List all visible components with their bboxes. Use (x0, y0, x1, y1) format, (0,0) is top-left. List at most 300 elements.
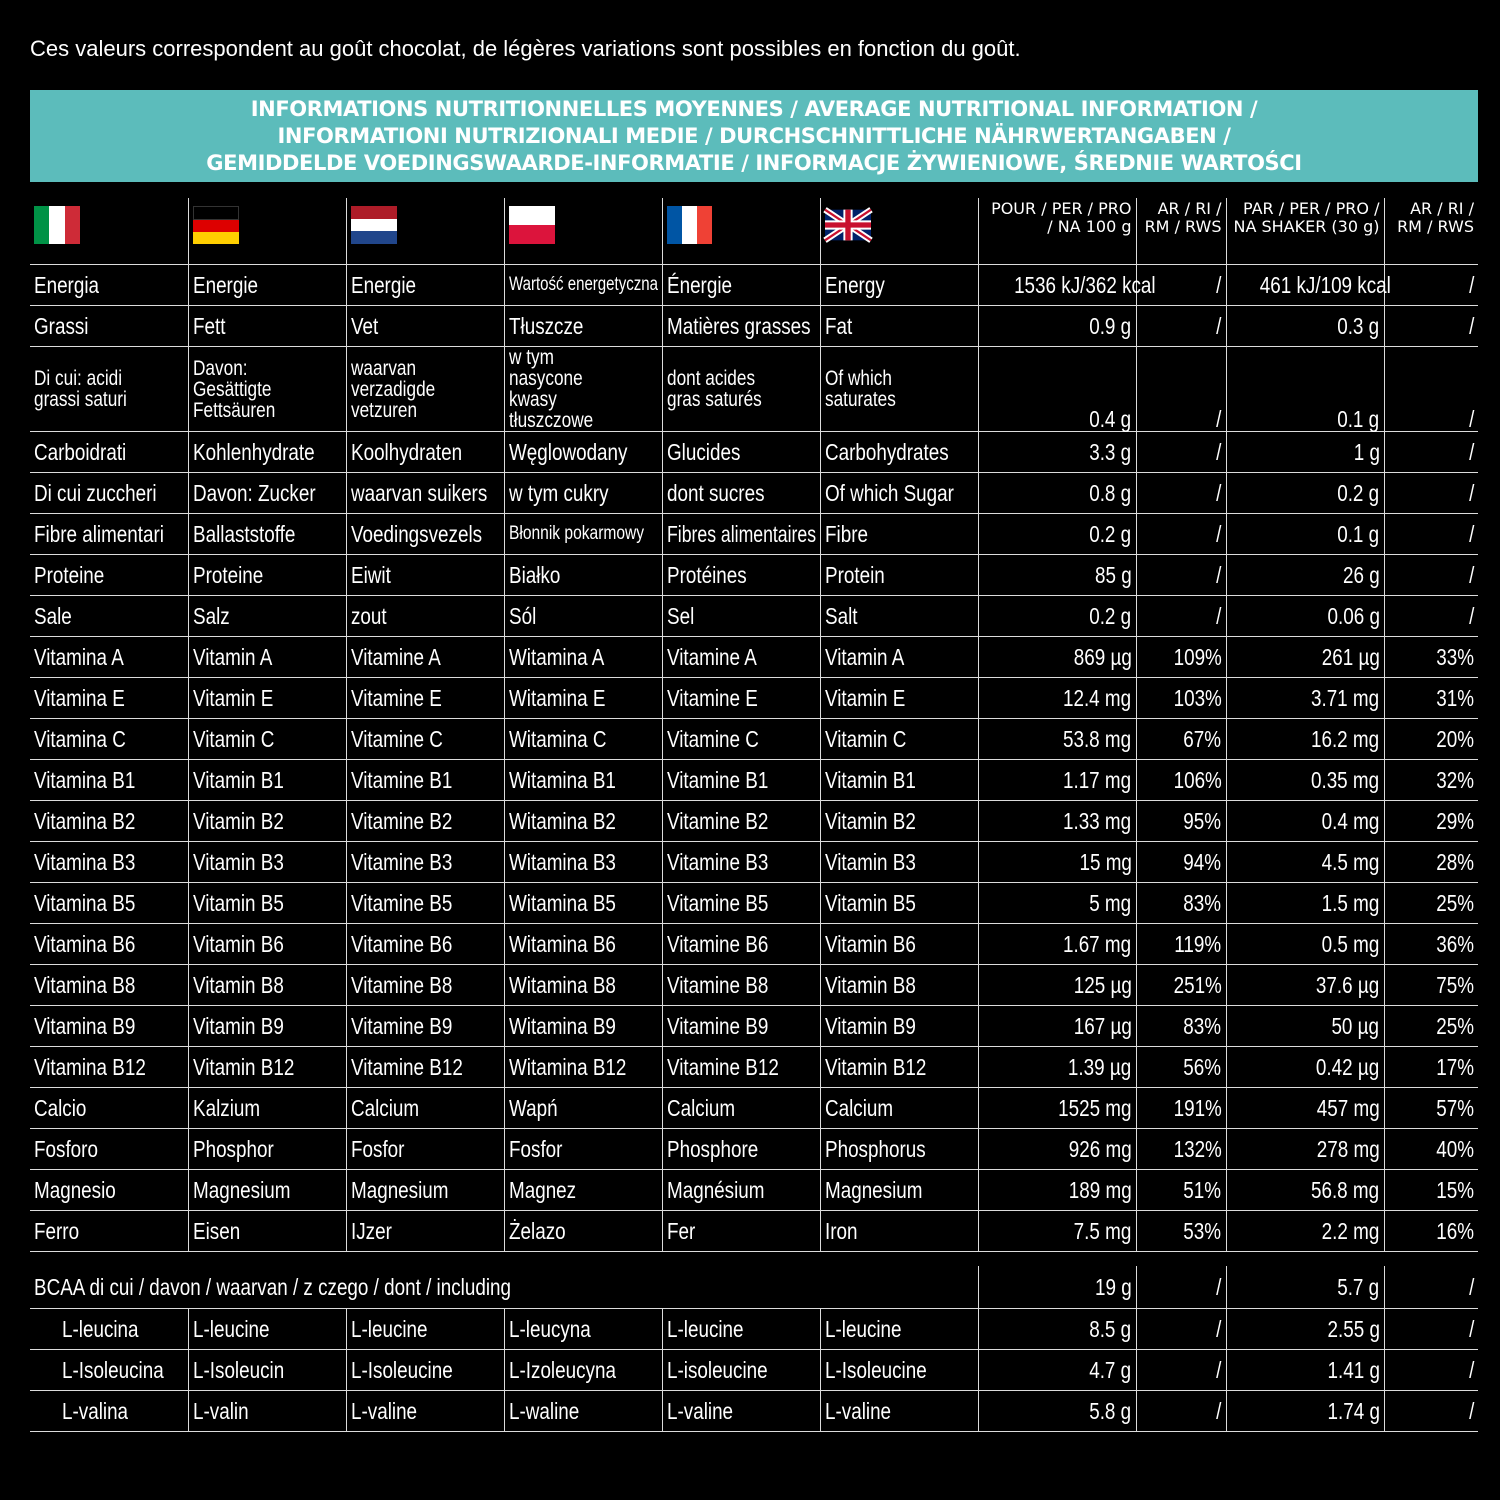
nutrient-row (30, 1211, 1478, 1252)
value-per-100g-text: 15 mg (1079, 849, 1132, 875)
nutrient-name-fr (662, 514, 820, 555)
nutrient-name-pl (504, 596, 662, 637)
ri-per-shaker (1384, 1309, 1478, 1350)
ri-per-100g (1136, 924, 1226, 965)
nutrient-name-nl (346, 555, 504, 596)
ri-per-shaker (1384, 1088, 1478, 1129)
nutrient-name-it-text: Vitamina B12 (34, 1054, 146, 1080)
value-per-shaker (1226, 432, 1384, 473)
nutrient-row (30, 760, 1478, 801)
ri-per-100g (1136, 555, 1226, 596)
nutrient-name-fr (662, 1309, 820, 1350)
nutrient-name-fr-text: Magnésium (666, 1177, 764, 1203)
value-per-100g (978, 306, 1136, 347)
nutrient-name-fr-text: Protéines (666, 562, 747, 588)
ri-per-100g-text: / (1216, 480, 1222, 506)
ri-per-shaker-text: / (1468, 521, 1474, 547)
ri-per-shaker (1384, 760, 1478, 801)
nutrient-name-pl-text: Witamina B5 (508, 890, 616, 916)
value-per-100g (978, 1170, 1136, 1211)
nutrient-name-it-text: Calcio (34, 1095, 87, 1121)
poland-flag-icon (504, 198, 662, 265)
nutrient-name-en (820, 306, 978, 347)
ri-per-100g-text: 95% (1183, 808, 1222, 834)
nutrient-name-nl (346, 801, 504, 842)
nutrient-row (30, 883, 1478, 924)
value-per-shaker-text: 0.3 g (1337, 313, 1380, 339)
value-per-100g (978, 842, 1136, 883)
ri-per-shaker (1384, 1211, 1478, 1252)
nutrient-name-nl (346, 1309, 504, 1350)
ri-per-100g (1136, 1266, 1226, 1309)
ri-per-shaker (1384, 555, 1478, 596)
value-per-shaker-text: 0.4 mg (1321, 808, 1380, 834)
nutrient-name-de-text: Phosphor (192, 1136, 274, 1162)
value-per-100g (978, 1266, 1136, 1309)
value-per-shaker (1226, 1309, 1384, 1350)
nutrient-name-en-text: Vitamin B5 (824, 890, 916, 916)
nutrient-name-pl-text: w tym cukry (508, 480, 609, 506)
nutrient-name-fr (662, 432, 820, 473)
ri-per-100g (1136, 1088, 1226, 1129)
ri-per-100g (1136, 1211, 1226, 1252)
nutrient-name-it (30, 1006, 188, 1047)
nutrient-name-fr (662, 306, 820, 347)
nutrient-name-en-text: Fat (824, 313, 852, 339)
nutrient-name-it (30, 719, 188, 760)
nutrient-name-de-text: Davon: Gesättigte Fettsäuren (192, 356, 275, 422)
nutrient-name-it-text: L-valina (62, 1398, 129, 1424)
nutrient-row (30, 555, 1478, 596)
nutrient-name-nl (346, 842, 504, 883)
nutrient-row (30, 801, 1478, 842)
ri-per-shaker (1384, 473, 1478, 514)
value-per-shaker (1226, 1266, 1384, 1309)
header-ri-100g: AR / RI / RM / RWS (1136, 198, 1226, 265)
nutrient-name-it (30, 842, 188, 883)
nutrient-name-pl (504, 514, 662, 555)
nutrient-name-pl (504, 473, 662, 514)
value-per-100g (978, 1309, 1136, 1350)
value-per-shaker-text: 457 mg (1316, 1095, 1380, 1121)
nutrient-name-nl-text: Magnesium (350, 1177, 448, 1203)
ri-per-100g-text: 106% (1173, 767, 1222, 793)
nutrient-name-nl-text: Fosfor (350, 1136, 404, 1162)
nutrient-name-en (820, 1170, 978, 1211)
value-per-100g-text: 0.9 g (1089, 313, 1132, 339)
nutrient-name-pl (504, 265, 662, 306)
nutrient-name-it-text: Vitamina B6 (34, 931, 136, 957)
nutrient-name-de-text: Magnesium (192, 1177, 290, 1203)
value-per-100g (978, 1129, 1136, 1170)
nutrient-name-nl-text: Koolhydraten (350, 439, 462, 465)
nutrient-name-en-text: Magnesium (824, 1177, 922, 1203)
value-per-shaker-text: 26 g (1342, 562, 1380, 588)
nutrient-name-de (188, 514, 346, 555)
ri-per-100g-text: / (1216, 1274, 1222, 1300)
value-per-shaker-text: 0.2 g (1337, 480, 1380, 506)
nutrient-name-fr-text: Vitamine B1 (666, 767, 768, 793)
nutrient-name-nl (346, 678, 504, 719)
value-per-shaker-text: 1.41 g (1327, 1357, 1380, 1383)
nutrient-name-de-text: Vitamin E (192, 685, 273, 711)
nutrient-name-de (188, 265, 346, 306)
france-flag-icon (662, 198, 820, 265)
nutrient-name-fr-text: Vitamine A (666, 644, 757, 670)
bcaa-label (30, 1266, 978, 1309)
value-per-shaker-text: 37.6 µg (1316, 972, 1380, 998)
nutrition-title-banner (30, 90, 1478, 182)
value-per-shaker (1226, 265, 1391, 306)
value-per-shaker-text: 278 mg (1316, 1136, 1380, 1162)
nutrient-name-pl (504, 719, 662, 760)
nutrient-name-pl-text: Witamina B2 (508, 808, 616, 834)
nutrient-name-pl (504, 306, 662, 347)
nutrient-name-it (30, 1350, 188, 1391)
nutrient-name-de (188, 801, 346, 842)
nutrient-name-fr (662, 1047, 820, 1088)
nutrient-name-de-text: Fett (192, 313, 225, 339)
nutrient-name-pl-text: Witamina B3 (508, 849, 616, 875)
value-per-shaker (1226, 1006, 1384, 1047)
nutrient-name-pl-text: L-leucyna (508, 1316, 591, 1342)
nutrient-name-nl-text: waarvan suikers (350, 480, 487, 506)
nutrient-name-fr-text: L-valine (666, 1398, 733, 1424)
nutrient-name-nl (346, 1350, 504, 1391)
value-per-shaker (1226, 924, 1384, 965)
nutrient-name-de (188, 678, 346, 719)
italy-flag-icon (30, 198, 188, 265)
nutrient-name-fr-text: Fer (666, 1218, 695, 1244)
nutrient-name-pl-text: Błonnik pokarmowy (508, 523, 644, 544)
nutrient-name-en-text: Vitamin C (824, 726, 906, 752)
nutrient-row (30, 1047, 1478, 1088)
nutrient-name-nl-text: Vitamine B12 (350, 1054, 463, 1080)
value-per-100g-text: 1525 mg (1058, 1095, 1132, 1121)
ri-per-shaker (1384, 347, 1478, 432)
nutrient-name-nl (346, 1129, 504, 1170)
ri-per-shaker-text: / (1468, 1274, 1474, 1300)
ri-per-100g (1136, 473, 1226, 514)
value-per-100g (978, 514, 1136, 555)
ri-per-shaker (1384, 1047, 1478, 1088)
nutrient-name-de (188, 1047, 346, 1088)
nutrient-name-nl-text: Calcium (350, 1095, 419, 1121)
value-per-shaker (1226, 596, 1384, 637)
nutrient-name-nl (346, 1088, 504, 1129)
ri-per-shaker (1384, 719, 1478, 760)
value-per-100g (978, 265, 1156, 306)
ri-per-shaker-text: 28% (1436, 849, 1474, 875)
nutrient-row (30, 432, 1478, 473)
nutrient-name-de-text: Vitamin A (192, 644, 272, 670)
nutrient-name-fr (662, 842, 820, 883)
netherlands-flag-icon (346, 198, 504, 265)
nutrient-name-nl-text: Vitamine B1 (350, 767, 452, 793)
value-per-shaker (1226, 306, 1384, 347)
nutrient-name-de-text: Vitamin B6 (192, 931, 284, 957)
ri-per-shaker (1384, 1006, 1478, 1047)
nutrient-name-de (188, 1129, 346, 1170)
nutrient-name-pl (504, 760, 662, 801)
nutrient-name-de-text: Vitamin B8 (192, 972, 284, 998)
nutrient-name-pl-text: Witamina B8 (508, 972, 616, 998)
nutrient-name-de-text: Kohlenhydrate (192, 439, 315, 465)
value-per-shaker-text: 0.42 µg (1316, 1054, 1380, 1080)
nutrient-name-de-text: Proteine (192, 562, 263, 588)
value-per-100g-text: 0.2 g (1089, 521, 1132, 547)
nutrient-name-de-text: Vitamin B9 (192, 1013, 284, 1039)
nutrient-name-it (30, 965, 188, 1006)
nutrient-name-it (30, 432, 188, 473)
ri-per-shaker-text: 40% (1436, 1136, 1474, 1162)
nutrient-row (30, 842, 1478, 883)
header-row (30, 198, 1478, 265)
ri-per-100g (1136, 1350, 1226, 1391)
nutrient-name-pl (504, 1006, 662, 1047)
nutrient-name-fr (662, 1006, 820, 1047)
nutrient-name-it-text: Vitamina B3 (34, 849, 136, 875)
ri-per-100g-text: 53% (1183, 1218, 1222, 1244)
nutrient-name-de-text: Vitamin B2 (192, 808, 284, 834)
nutrient-name-nl-text: Vitamine B6 (350, 931, 452, 957)
nutrient-name-pl (504, 1170, 662, 1211)
value-per-100g (978, 1211, 1136, 1252)
nutrient-name-pl (504, 1391, 662, 1432)
nutrient-name-de (188, 1350, 346, 1391)
nutrient-name-fr (662, 760, 820, 801)
nutrient-name-en-text: Fibre (824, 521, 868, 547)
nutrient-name-pl (504, 432, 662, 473)
value-per-100g (978, 965, 1136, 1006)
value-per-shaker-text: 2.2 mg (1321, 1218, 1380, 1244)
nutrient-name-fr (662, 1391, 820, 1432)
nutrient-name-fr-text: Vitamine B6 (666, 931, 768, 957)
nutrient-name-de (188, 842, 346, 883)
nutrient-name-de (188, 473, 346, 514)
nutrient-name-pl (504, 637, 662, 678)
nutrient-row (30, 306, 1478, 347)
nutrient-name-it-text: Vitamina A (34, 644, 124, 670)
ri-per-shaker (1384, 965, 1478, 1006)
ri-per-100g (1136, 1006, 1226, 1047)
nutrient-name-nl (346, 965, 504, 1006)
nutrient-row (30, 1129, 1478, 1170)
value-per-100g-text: 5.8 g (1089, 1398, 1132, 1424)
nutrient-row (30, 1350, 1478, 1391)
ri-per-100g-text: 83% (1183, 890, 1222, 916)
ri-per-100g-text: 67% (1183, 726, 1222, 752)
nutrient-name-nl-text: Eiwit (350, 562, 391, 588)
nutrient-name-it-text: Ferro (34, 1218, 80, 1244)
section-gap-cell (30, 1252, 1478, 1267)
nutrient-name-nl-text: Voedingsvezels (350, 521, 482, 547)
nutrient-name-fr-text: Vitamine B5 (666, 890, 768, 916)
nutrient-name-de (188, 1211, 346, 1252)
nutrient-name-de (188, 1006, 346, 1047)
value-per-100g-text: 1.33 mg (1063, 808, 1132, 834)
nutrient-name-pl-text: Sól (508, 603, 536, 629)
nutrient-name-pl (504, 924, 662, 965)
nutrient-name-de (188, 965, 346, 1006)
ri-per-100g-text: 191% (1173, 1095, 1222, 1121)
value-per-shaker-text: 3.71 mg (1311, 685, 1380, 711)
nutrient-name-pl-text: Wapń (508, 1095, 558, 1121)
nutrient-name-it-text: Grassi (34, 313, 89, 339)
value-per-100g-text: 19 g (1094, 1274, 1132, 1300)
ri-per-shaker (1384, 883, 1478, 924)
nutrient-name-nl (346, 760, 504, 801)
nutrient-name-nl (346, 514, 504, 555)
nutrient-name-it (30, 596, 188, 637)
value-per-100g-text: 125 µg (1073, 972, 1132, 998)
value-per-100g-text: 12.4 mg (1063, 685, 1132, 711)
nutrient-name-en-text: Energy (824, 272, 885, 298)
nutrient-name-pl-text: Białko (508, 562, 560, 588)
nutrient-name-pl (504, 1047, 662, 1088)
nutrient-name-nl (346, 473, 504, 514)
nutrient-name-de-text: Vitamin B5 (192, 890, 284, 916)
nutrient-name-nl-text: L-valine (350, 1398, 417, 1424)
nutrient-name-en-text: Vitamin B1 (824, 767, 916, 793)
ri-per-100g (1136, 883, 1226, 924)
value-per-100g-text: 0.4 g (1089, 406, 1132, 432)
value-per-100g (978, 1047, 1136, 1088)
nutrient-name-it (30, 637, 188, 678)
value-per-100g-text: 167 µg (1073, 1013, 1132, 1039)
value-per-100g (978, 1350, 1136, 1391)
nutrient-name-it (30, 883, 188, 924)
nutrient-name-nl (346, 924, 504, 965)
nutrient-name-nl (346, 1006, 504, 1047)
nutrient-name-it (30, 306, 188, 347)
nutrient-name-fr-text: L-isoleucine (666, 1357, 768, 1383)
nutrient-row (30, 265, 1478, 306)
ri-per-shaker-text: / (1468, 272, 1474, 298)
ri-per-100g-text: / (1216, 1398, 1222, 1424)
nutrient-name-pl-text: Witamina B12 (508, 1054, 626, 1080)
nutrient-name-en (820, 924, 978, 965)
value-per-100g (978, 432, 1136, 473)
value-per-shaker (1226, 347, 1384, 432)
ri-per-100g-text: / (1216, 313, 1222, 339)
nutrient-name-en-text: L-leucine (824, 1316, 902, 1342)
nutrient-row (30, 1309, 1478, 1350)
nutrient-name-en (820, 719, 978, 760)
nutrient-name-fr-text: Fibres alimentaires (666, 521, 816, 547)
nutrient-name-pl (504, 1309, 662, 1350)
nutrient-name-de (188, 1170, 346, 1211)
value-per-100g (978, 883, 1136, 924)
nutrient-name-pl-text: Witamina B6 (508, 931, 616, 957)
value-per-100g-text: 5 mg (1089, 890, 1132, 916)
ri-per-shaker-text: 20% (1436, 726, 1474, 752)
nutrient-name-en-text: Calcium (824, 1095, 893, 1121)
ri-per-shaker-text: 25% (1436, 890, 1474, 916)
nutrient-name-nl (346, 1391, 504, 1432)
nutrient-name-de (188, 1088, 346, 1129)
ri-per-shaker (1384, 1170, 1478, 1211)
value-per-shaker-text: 4.5 mg (1321, 849, 1380, 875)
nutrient-name-pl-text: Węglowodany (508, 439, 627, 465)
nutrient-name-nl-text: IJzer (350, 1218, 392, 1244)
value-per-100g (978, 801, 1136, 842)
nutrient-name-fr (662, 1088, 820, 1129)
nutrient-name-fr-text: dont sucres (666, 480, 765, 506)
nutrient-name-pl-text: Witamina B1 (508, 767, 616, 793)
nutrient-name-nl-text: zout (350, 603, 387, 629)
nutrient-name-de (188, 306, 346, 347)
nutrient-name-pl-text: L-waline (508, 1398, 579, 1424)
nutrient-name-it (30, 1309, 188, 1350)
nutrient-name-nl-text: Vitamine B3 (350, 849, 452, 875)
ri-per-shaker (1384, 637, 1478, 678)
banner-line: GEMIDDELDE VOEDINGSWAARDE-INFORMATIE / INFORMACJE ŻYWIENIOWE, ŚREDNIE WARTOŚCI (206, 150, 1302, 175)
value-per-100g (978, 719, 1136, 760)
nutrient-name-it (30, 514, 188, 555)
ri-per-100g (1136, 1170, 1226, 1211)
ri-per-shaker (1384, 1350, 1478, 1391)
nutrient-name-nl-text: waarvan verzadigde vetzuren (350, 356, 435, 422)
nutrient-name-en (820, 1129, 978, 1170)
nutrient-name-en-text: Vitamin B9 (824, 1013, 916, 1039)
nutrient-name-nl-text: L-leucine (350, 1316, 428, 1342)
nutrient-name-it-text: Proteine (34, 562, 105, 588)
value-per-100g (978, 596, 1136, 637)
nutrient-name-de (188, 347, 346, 432)
nutrient-name-de (188, 924, 346, 965)
ri-per-shaker (1384, 678, 1478, 719)
nutrient-name-en (820, 432, 978, 473)
nutrient-name-fr (662, 555, 820, 596)
nutrient-name-pl-text: Witamina A (508, 644, 604, 670)
nutrient-name-pl-text: L-Izoleucyna (508, 1357, 616, 1383)
nutrient-name-nl-text: L-Isoleucine (350, 1357, 453, 1383)
nutrient-name-en-text: Vitamin B8 (824, 972, 916, 998)
value-per-100g-text: 0.2 g (1089, 603, 1132, 629)
nutrient-name-pl (504, 678, 662, 719)
nutrient-name-fr-text: Matières grasses (666, 313, 811, 339)
ri-per-shaker (1384, 596, 1478, 637)
nutrient-name-nl (346, 1170, 504, 1211)
nutrient-name-it-text: Vitamina B5 (34, 890, 136, 916)
nutrient-name-it-text: Carboidrati (34, 439, 127, 465)
nutrient-name-en (820, 801, 978, 842)
nutrient-name-en (820, 1391, 978, 1432)
nutrient-name-pl-text: Wartość energetyczna (508, 274, 658, 295)
nutrient-name-fr (662, 637, 820, 678)
nutrient-name-de (188, 719, 346, 760)
ri-per-100g (1136, 1391, 1226, 1432)
ri-per-100g (1136, 719, 1226, 760)
ri-per-shaker (1384, 265, 1478, 306)
nutrient-name-en (820, 473, 978, 514)
nutrient-name-nl-text: Vitamine B9 (350, 1013, 452, 1039)
nutrient-name-it (30, 760, 188, 801)
value-per-100g-text: 1536 kJ/362 kcal (1013, 272, 1156, 298)
value-per-shaker (1226, 883, 1384, 924)
value-per-shaker (1226, 842, 1384, 883)
value-per-shaker-text: 0.06 g (1327, 603, 1380, 629)
nutrient-name-fr-text: Vitamine E (666, 685, 758, 711)
nutrient-row (30, 347, 1478, 432)
ri-per-100g-text: 94% (1183, 849, 1222, 875)
nutrient-row (30, 719, 1478, 760)
value-per-100g (978, 555, 1136, 596)
nutrient-name-pl (504, 1211, 662, 1252)
section-gap (30, 1252, 1478, 1267)
ri-per-shaker-text: / (1468, 603, 1474, 629)
